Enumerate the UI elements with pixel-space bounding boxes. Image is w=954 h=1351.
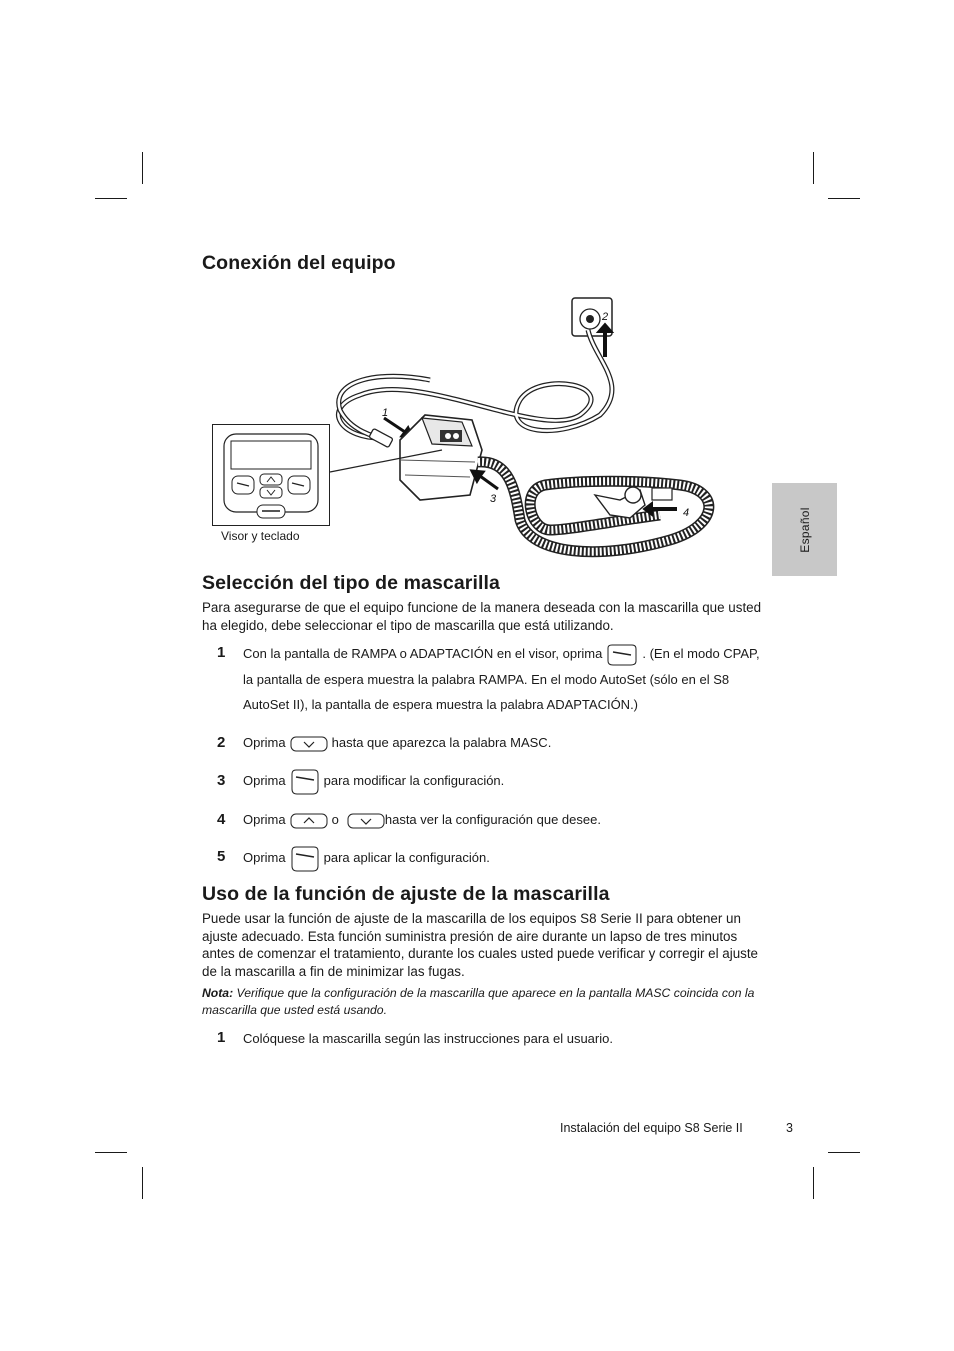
crop-mark (95, 1152, 127, 1153)
step-text: o (331, 812, 339, 827)
callout-1: 1 (382, 407, 389, 419)
step-text: Con la pantalla de RAMPA o ADAPTACIÓN en el visor, oprima (243, 646, 603, 661)
left-softkey-icon (290, 769, 320, 795)
callout-3: 3 (490, 493, 497, 505)
figure-caption: Visor y teclado (221, 529, 300, 543)
heading-mask-fit: Uso de la función de ajuste de la mascarilla (202, 883, 610, 905)
step-4 (243, 807, 763, 832)
step-number: 1 (217, 1029, 226, 1046)
step-number: 4 (217, 811, 226, 828)
step-number: 3 (217, 772, 226, 789)
left-softkey-icon (606, 644, 638, 666)
step-text: Oprima (243, 850, 286, 865)
arrow-2-icon (598, 324, 612, 356)
note (202, 985, 762, 1018)
note-label: Nota: (202, 986, 234, 1000)
crop-mark (828, 198, 860, 199)
step-text: Oprima (243, 773, 286, 788)
page-number: 3 (786, 1121, 793, 1135)
heading-connection: Conexión del equipo (202, 252, 396, 274)
down-key-icon (347, 813, 385, 829)
step-number: 5 (217, 848, 226, 865)
crop-mark (142, 1167, 143, 1199)
step-text: para aplicar la configuración. (323, 850, 490, 865)
up-key-icon (290, 813, 328, 829)
step-3 (243, 768, 763, 795)
footer-title: Instalación del equipo S8 Serie II (560, 1121, 743, 1135)
step-text: hasta que aparezca la palabra MASC. (331, 735, 552, 750)
mask-fit-step-1: Colóquese la mascarilla según las instrucciones para el usuario. (243, 1031, 613, 1046)
up-key-icon (260, 474, 282, 485)
step-number: 1 (217, 644, 226, 661)
down-key-icon (260, 487, 282, 498)
mask-fit-intro: Puede usar la función de ajuste de la mascarilla de los equipos S8 Serie II para obtener un ajuste adecuado. Esta función suministra presión de aire durante un lapso de tres minutos antes de comenzar el tratamiento, durante los cuales usted puede verificar y corregir el ajuste de la mascarilla a fin de minimizar las fugas. (202, 911, 759, 979)
left-softkey-icon (290, 846, 320, 872)
callout-2: 2 (602, 311, 609, 323)
step-5 (243, 845, 763, 872)
note-text: Verifique que la configuración de la mascarilla que aparece en la pantalla MASC coincida con la mascarilla que usted está usando. (202, 986, 755, 1017)
crop-mark (828, 1152, 860, 1153)
callout-4: 4 (683, 507, 690, 519)
crop-mark (95, 198, 127, 199)
step-text: . (En el modo CPAP, la pantalla de espera muestra la palabra RAMPA. En el modo AutoSet (sólo en el S8 AutoSet II), la pantalla de espera muestra la palabra ADAPTACIÓN.) (243, 646, 760, 712)
heading-mask-selection: Selección del tipo de mascarilla (202, 572, 500, 594)
step-text: Oprima (243, 812, 286, 827)
arrow-4-icon (644, 503, 676, 515)
lcd-display (231, 441, 311, 469)
language-tab-label: Español (797, 506, 812, 553)
language-tab (772, 483, 837, 576)
crop-mark (813, 152, 814, 184)
mask-selection-intro: Para asegurarse de que el equipo funcione de la manera deseada con la mascarilla que usted ha elegido, debe seleccionar el tipo de mascarilla que está utilizando. (202, 600, 762, 633)
crop-mark (142, 152, 143, 184)
step-1 (243, 641, 763, 718)
keypad-inset (212, 424, 330, 526)
step-text: para modificar la configuración. (323, 773, 505, 788)
step-2 (243, 730, 763, 755)
crop-mark (813, 1167, 814, 1199)
down-key-icon (290, 736, 328, 752)
arrow-3-icon (472, 471, 498, 489)
step-text: hasta ver la configuración que desee. (384, 812, 601, 827)
step-number: 2 (217, 734, 226, 751)
step-text: Oprima (243, 735, 286, 750)
